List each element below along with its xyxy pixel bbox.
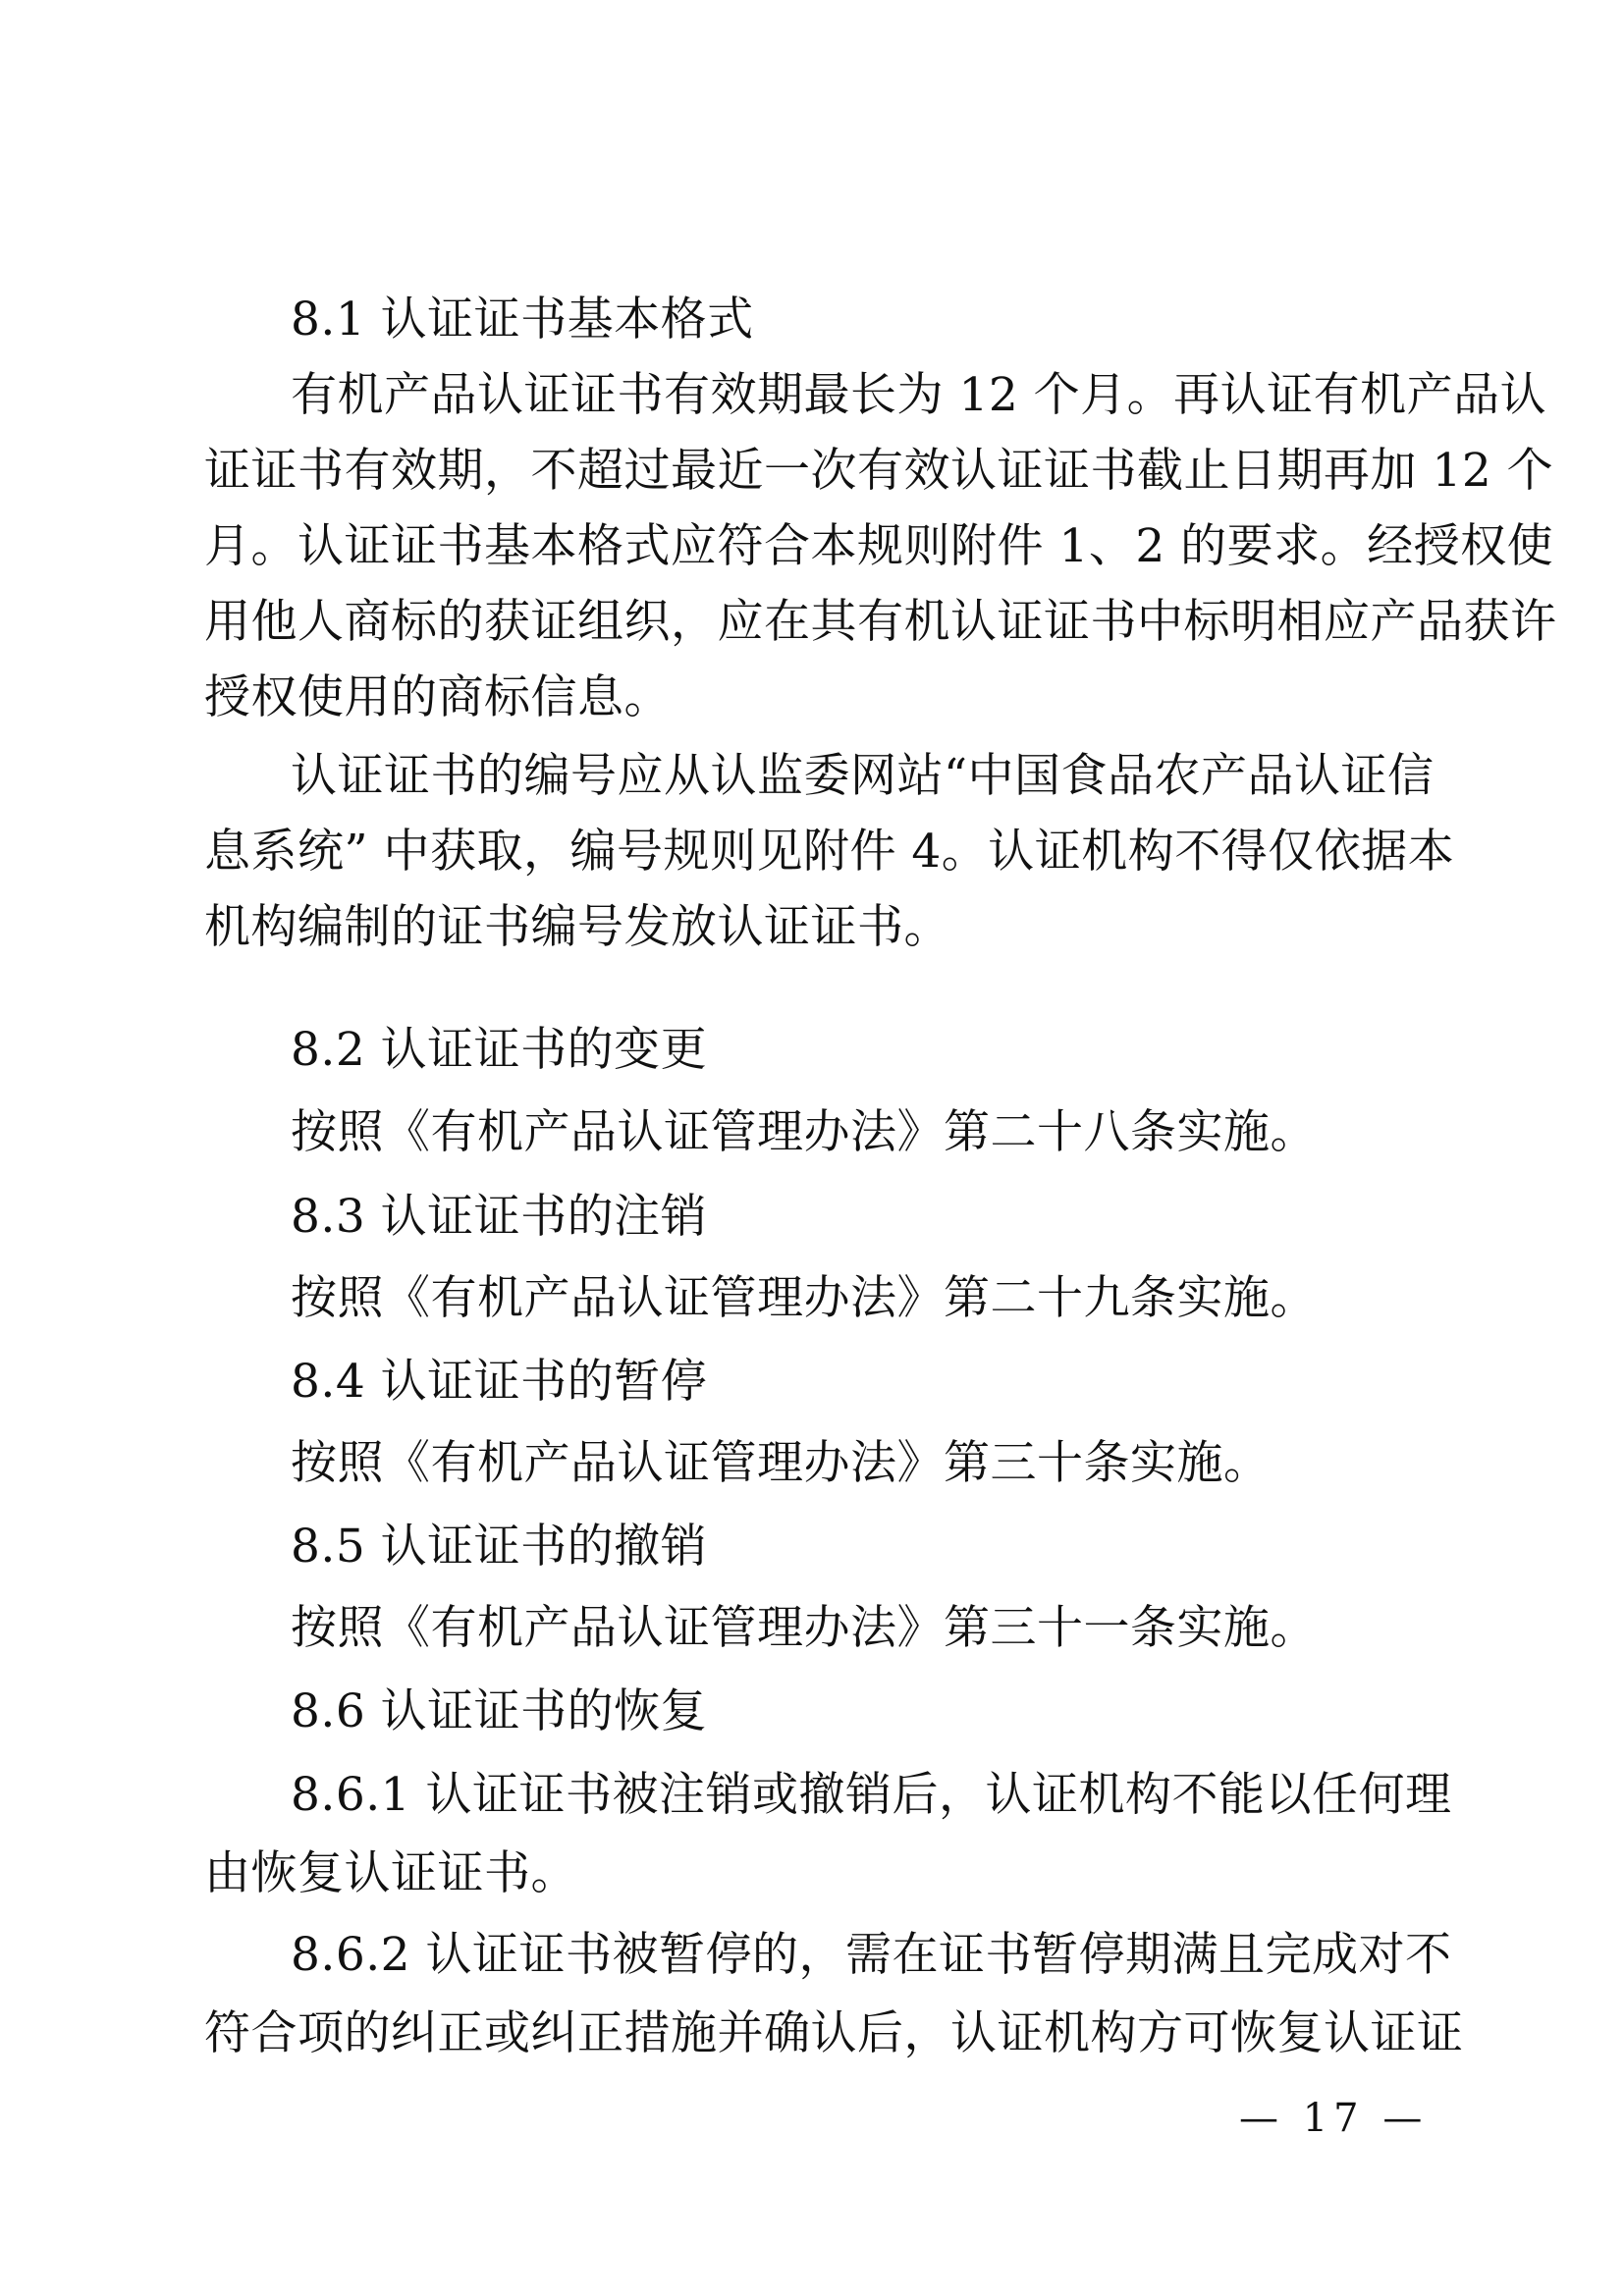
paragraph-line: 机构编制的证书编号发放认证证书。 — [204, 900, 950, 954]
section-heading-8-1: 8.1 认证证书基本格式 — [291, 293, 754, 347]
paragraph-line: 用他人商标的获证组织，应在其有机认证证书中标明相应产品获许 — [204, 595, 1557, 649]
section-heading-8-2: 8.2 认证证书的变更 — [291, 1023, 708, 1077]
paragraph-line: 按照《有机产品认证管理办法》第二十九条实施。 — [291, 1271, 1317, 1325]
paragraph-line: 符合项的纠正或纠正措施并确认后，认证机构方可恢复认证证 — [204, 2006, 1464, 2060]
section-heading-8-5: 8.5 认证证书的撤销 — [291, 1520, 708, 1574]
paragraph-line: 月。认证证书基本格式应符合本规则附件 1、2 的要求。经授权使 — [204, 519, 1554, 573]
paragraph-line: 授权使用的商标信息。 — [204, 670, 671, 724]
paragraph-line: 8.6.1 认证证书被注销或撤销后，认证机构不能以任何理 — [291, 1768, 1452, 1822]
paragraph-line: 按照《有机产品认证管理办法》第三十一条实施。 — [291, 1601, 1317, 1655]
paragraph-line: 按照《有机产品认证管理办法》第二十八条实施。 — [291, 1105, 1317, 1159]
section-heading-8-6: 8.6 认证证书的恢复 — [291, 1684, 708, 1738]
paragraph-line: 有机产品认证证书有效期最长为 12 个月。再认证有机产品认 — [291, 368, 1547, 422]
paragraph-line: 8.6.2 认证证书被暂停的，需在证书暂停期满且完成对不 — [291, 1928, 1452, 1982]
paragraph-line: 按照《有机产品认证管理办法》第三十条实施。 — [291, 1436, 1271, 1490]
section-heading-8-4: 8.4 认证证书的暂停 — [291, 1355, 708, 1409]
section-heading-8-3: 8.3 认证证书的注销 — [291, 1190, 708, 1244]
paragraph-line: 认证证书的编号应从认监委网站“中国食品农产品认证信 — [291, 749, 1435, 803]
paragraph-line: 由恢复认证证书。 — [204, 1846, 577, 1900]
paragraph-line: 息系统” 中获取，编号规则见附件 4。认证机构不得仅依据本 — [204, 825, 1455, 879]
paragraph-line: 证证书有效期，不超过最近一次有效认证证书截止日期再加 12 个 — [204, 444, 1554, 498]
page-number: — 17 — — [1239, 2096, 1429, 2141]
